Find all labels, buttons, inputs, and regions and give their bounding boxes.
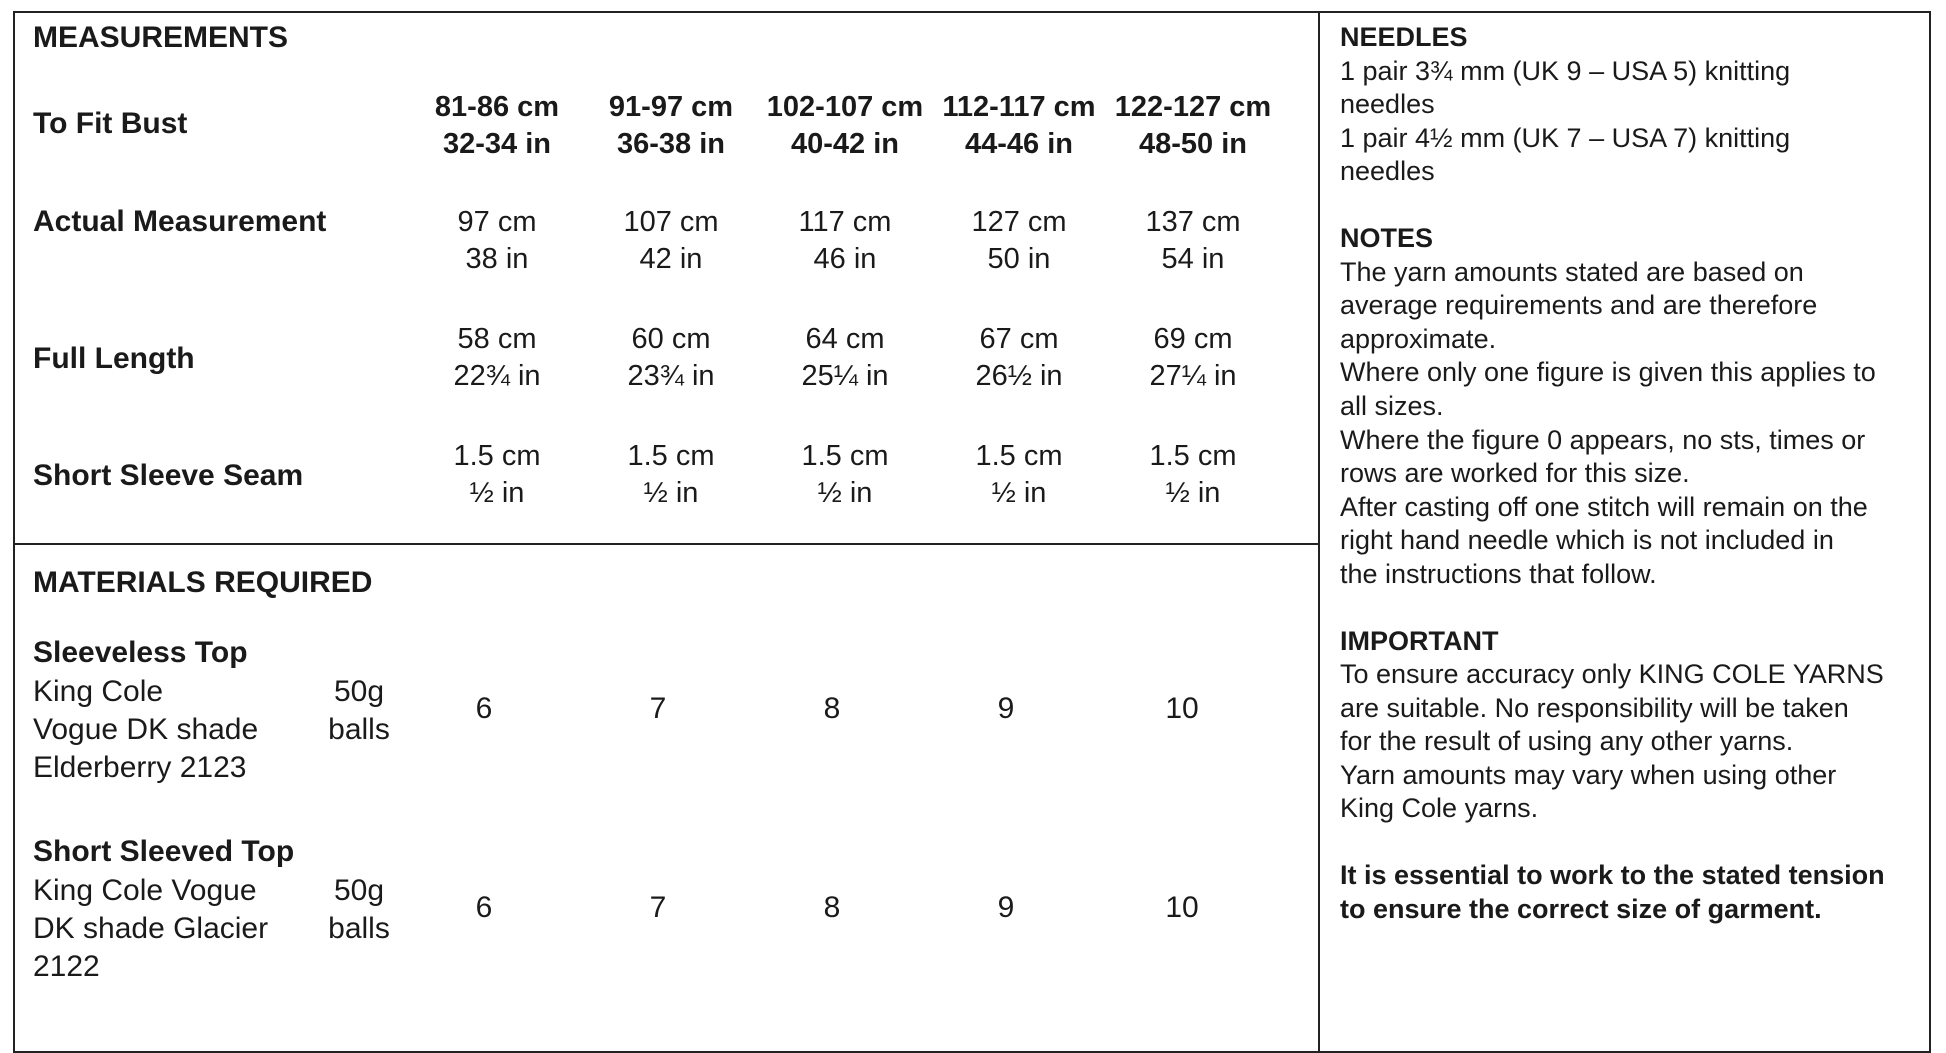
notes-title: NOTES (1340, 222, 1434, 253)
important-line: Yarn amounts may vary when using other (1340, 759, 1837, 790)
cell-cm: 1.5 cm (1149, 440, 1237, 472)
size-header-in: 32-34 in (443, 128, 551, 160)
cell-cm: 1.5 cm (453, 440, 541, 472)
needles-line: 1 pair 4½ mm (UK 7 – USA 7) knitting (1340, 122, 1791, 153)
notes-line: Where only one figure is given this applies to (1340, 357, 1876, 388)
important-line: are suitable. No responsibility will be taken (1340, 692, 1849, 723)
tension-line: to ensure the correct size of garment. (1340, 893, 1822, 924)
needles-line: needles (1340, 89, 1435, 120)
cell-actual-1 (410, 204, 584, 278)
unit-line: 50g (333, 675, 385, 708)
cell-cm: 117 cm (798, 206, 892, 238)
size-header-cm: 91-97 cm (608, 91, 734, 123)
cell-length-1 (410, 321, 584, 395)
column-divider (1318, 11, 1320, 1053)
size-header-cm: 112-117 cm (942, 91, 1096, 123)
cell-cm: 67 cm (979, 323, 1059, 355)
cell-length-2 (584, 321, 758, 395)
ball-count: 9 (997, 692, 1015, 725)
cell-in: ½ in (1165, 477, 1221, 509)
cell-cm: 58 cm (457, 323, 537, 355)
notes-line: rows are worked for this size. (1340, 458, 1690, 489)
cell-in: 27¼ in (1149, 360, 1237, 392)
ball-count: 10 (1165, 891, 1199, 924)
important-line: for the result of using any other yarns. (1340, 726, 1794, 757)
notes-line: After casting off one stitch will remain on the (1340, 491, 1868, 522)
notes-line: all sizes. (1340, 390, 1444, 421)
important-section (1340, 625, 1930, 827)
cell-seam-1 (410, 438, 584, 512)
needles-title: NEEDLES (1340, 22, 1468, 52)
size-header-3 (758, 89, 932, 163)
cell-cm: 97 cm (457, 206, 537, 238)
cell-cm: 1.5 cm (627, 440, 715, 472)
cell-in: 26½ in (975, 360, 1063, 392)
section-divider (13, 543, 1319, 545)
size-header-cm: 102-107 cm (766, 91, 924, 123)
cell-in: ½ in (643, 477, 699, 509)
unit-line: balls (328, 713, 390, 746)
cell-in: 42 in (639, 243, 703, 275)
ball-count: 7 (649, 891, 667, 924)
cell-actual-2 (584, 204, 758, 278)
size-header-cm: 122-127 cm (1114, 91, 1272, 123)
cell-in: 23¾ in (627, 360, 715, 392)
cell-cm: 69 cm (1153, 323, 1233, 355)
row-label-to-fit-bust: To Fit Bust (33, 107, 188, 140)
size-header-in: 40-42 in (791, 128, 899, 160)
right-column (1340, 21, 1930, 959)
notes-line: right hand needle which is not included in (1340, 525, 1834, 556)
measurements-title: MEASUREMENTS (33, 21, 289, 54)
cell-in: ½ in (991, 477, 1047, 509)
important-line: King Cole yarns. (1340, 793, 1539, 824)
cell-seam-3 (758, 438, 932, 512)
cell-cm: 60 cm (631, 323, 711, 355)
cell-in: 50 in (987, 243, 1051, 275)
cell-actual-3 (758, 204, 932, 278)
cell-in: 38 in (465, 243, 529, 275)
size-header-4 (932, 89, 1106, 163)
notes-line: approximate. (1340, 323, 1497, 354)
size-header-1 (410, 89, 584, 163)
cell-seam-5 (1106, 438, 1280, 512)
notes-line: average requirements and are therefore (1340, 290, 1818, 321)
ball-count: 7 (649, 692, 667, 725)
size-header-cm: 81-86 cm (434, 91, 560, 123)
cell-cm: 137 cm (1145, 206, 1241, 238)
material-line: Vogue DK shade (33, 713, 259, 746)
needles-section (1340, 21, 1930, 189)
size-header-in: 48-50 in (1139, 128, 1247, 160)
notes-line: the instructions that follow. (1340, 558, 1657, 589)
material-description (33, 673, 258, 787)
material-unit (324, 673, 394, 749)
notes-section (1340, 222, 1930, 592)
row-label-actual-measurement: Actual Measurement (33, 205, 327, 238)
cell-in: 46 in (813, 243, 877, 275)
material-name: Sleeveless Top (33, 636, 248, 669)
ball-count: 10 (1165, 692, 1199, 725)
material-line: King Cole (33, 675, 164, 708)
material-description (33, 872, 268, 986)
ball-count: 8 (823, 692, 841, 725)
material-line: DK shade Glacier (33, 912, 269, 945)
ball-count: 9 (997, 891, 1015, 924)
material-unit (324, 872, 394, 948)
unit-line: balls (328, 912, 390, 945)
notes-line: The yarn amounts stated are based on (1340, 256, 1804, 287)
important-line: To ensure accuracy only KING COLE YARNS (1340, 659, 1884, 690)
ball-count: 6 (475, 891, 493, 924)
tension-line: It is essential to work to the stated tension (1340, 860, 1885, 891)
important-title: IMPORTANT (1340, 625, 1499, 656)
cell-length-4 (932, 321, 1106, 395)
size-header-5 (1106, 89, 1280, 163)
ball-count: 8 (823, 891, 841, 924)
material-name: Short Sleeved Top (33, 835, 295, 868)
notes-line: Where the figure 0 appears, no sts, times or (1340, 424, 1866, 455)
cell-in: ½ in (817, 477, 873, 509)
needles-line: 1 pair 3¾ mm (UK 9 – USA 5) knitting (1340, 55, 1791, 86)
cell-seam-4 (932, 438, 1106, 512)
cell-length-5 (1106, 321, 1280, 395)
materials-title: MATERIALS REQUIRED (33, 566, 373, 599)
size-header-in: 36-38 in (617, 128, 725, 160)
cell-cm: 107 cm (623, 206, 719, 238)
cell-cm: 127 cm (971, 206, 1067, 238)
cell-cm: 64 cm (805, 323, 885, 355)
tension-warning (1340, 859, 1930, 926)
cell-length-3 (758, 321, 932, 395)
material-line: Elderberry 2123 (33, 751, 247, 784)
material-line: King Cole Vogue (33, 874, 257, 907)
cell-in: 22¾ in (453, 360, 541, 392)
material-line: 2122 (33, 950, 100, 983)
cell-seam-2 (584, 438, 758, 512)
cell-cm: 1.5 cm (801, 440, 889, 472)
row-label-short-sleeve-seam: Short Sleeve Seam (33, 459, 304, 492)
cell-actual-5 (1106, 204, 1280, 278)
size-header-2 (584, 89, 758, 163)
cell-cm: 1.5 cm (975, 440, 1063, 472)
unit-line: 50g (333, 874, 385, 907)
size-header-in: 44-46 in (965, 128, 1073, 160)
row-label-full-length: Full Length (33, 342, 195, 375)
cell-in: 25¼ in (801, 360, 889, 392)
cell-actual-4 (932, 204, 1106, 278)
cell-in: ½ in (469, 477, 525, 509)
needles-line: needles (1340, 156, 1435, 187)
ball-count: 6 (475, 692, 493, 725)
cell-in: 54 in (1161, 243, 1225, 275)
